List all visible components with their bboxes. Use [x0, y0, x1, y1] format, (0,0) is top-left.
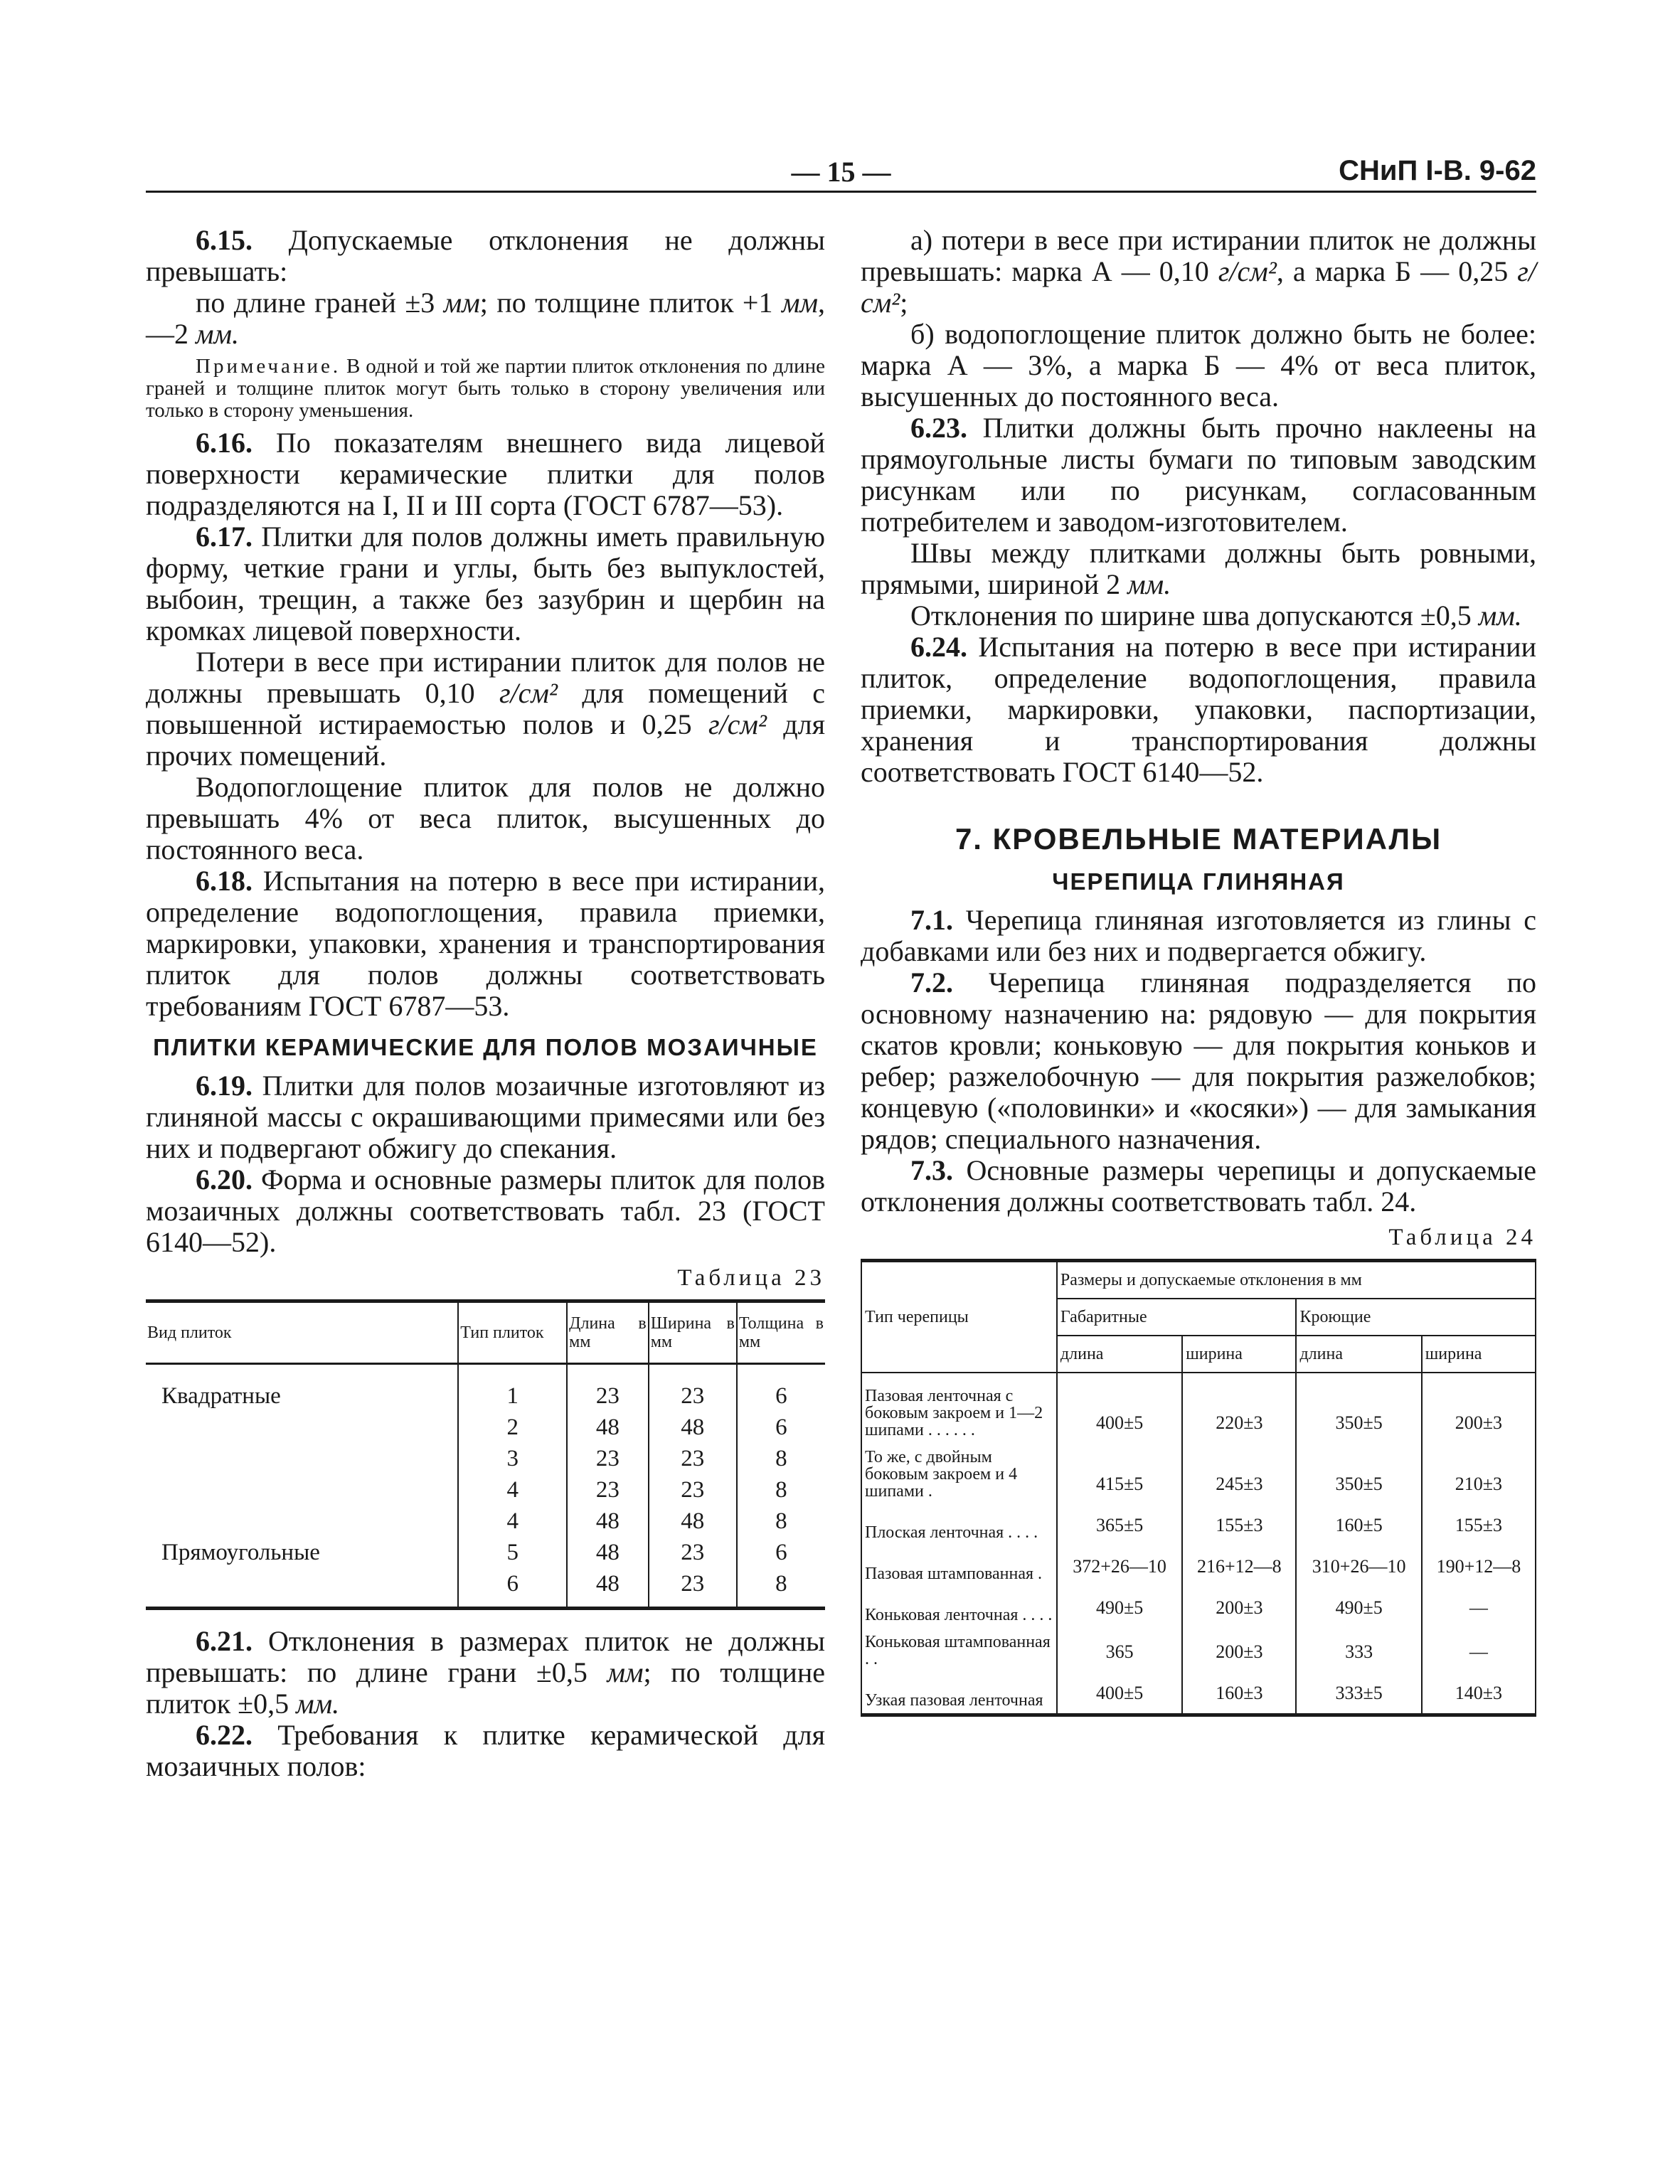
clause-number: 6.15. — [196, 224, 252, 256]
table-row — [146, 1443, 825, 1474]
table-header-row — [146, 1301, 825, 1364]
text: для прочих помещений. — [146, 708, 825, 772]
cell: 220±3 — [1182, 1373, 1296, 1443]
paragraph-7-1 — [861, 905, 1536, 967]
cell: 48 — [649, 1506, 737, 1537]
header-cell: Длина в мм — [567, 1301, 649, 1364]
cell: 8 — [737, 1474, 825, 1506]
cell: 23 — [649, 1568, 737, 1609]
cell: Пазовая штампованная . — [861, 1545, 1057, 1587]
cell — [146, 1568, 458, 1609]
cell: 155±3 — [1182, 1504, 1296, 1545]
cell: 365 — [1057, 1628, 1182, 1672]
text: Потери в весе при истирании плиток для полов не должны превышать 0,10 — [146, 646, 825, 709]
subheading-clay-tile: ЧЕРЕПИЦА ГЛИНЯНАЯ — [1052, 868, 1345, 895]
clause-text: Плитки для полов мозаичные изготовляют из глиняной массы с окрашивающими примесями или без них и подвергают обжигу до спекания. — [146, 1070, 825, 1164]
unit: г/см² — [861, 255, 1536, 319]
cell: 400±5 — [1057, 1672, 1182, 1715]
paragraph-6-19 — [146, 1070, 825, 1164]
clause-number: 7.3. — [910, 1154, 953, 1186]
clause-text: Основные размеры черепицы и допускаемые отклонения должны соответствовать табл. 24. — [861, 1154, 1536, 1218]
cell: 210±3 — [1422, 1443, 1536, 1504]
text: , —2 — [146, 287, 825, 350]
cell: 200±3 — [1182, 1587, 1296, 1628]
table-row — [861, 1672, 1536, 1715]
paragraph-7-2 — [861, 967, 1536, 1155]
clause-text: По показателям внешнего вида лицевой поверхности керамические плитки для полов подразделяются на I, II и III сорта (ГОСТ 6787—53). — [146, 427, 825, 521]
clause-number: 6.23. — [910, 412, 967, 444]
text: ; по толщине плиток +1 — [479, 287, 782, 319]
clause-text: Плитки для полов должны иметь правильную форму, четкие грани и углы, быть без выпуклостей, выбоин, трещин, а также без зазубрин и щербин на кромках лицевой поверхности. — [146, 521, 825, 646]
cell: 160±3 — [1182, 1672, 1296, 1715]
header-cell: Габаритные — [1057, 1299, 1297, 1336]
table-row — [861, 1545, 1536, 1587]
cell: 23 — [567, 1364, 649, 1412]
clause-number: 6.24. — [910, 631, 967, 663]
cell: 415±5 — [1057, 1443, 1182, 1504]
header-cell: Тип плиток — [458, 1301, 567, 1364]
paragraph-6-24 — [861, 632, 1536, 788]
cell: 23 — [567, 1474, 649, 1506]
page-header — [146, 155, 1536, 191]
unit: г/см² — [708, 708, 767, 740]
clause-number: 7.1. — [910, 904, 953, 936]
cell: 5 — [458, 1537, 567, 1568]
cell: 48 — [567, 1506, 649, 1537]
clause-text: Черепица глиняная изготовляется из глины с добавками или без них и подвергается обжигу. — [861, 904, 1536, 967]
paragraph-6-17 — [146, 521, 825, 646]
header-cell: Размеры и допускаемые отклонения в мм — [1057, 1261, 1536, 1299]
cell: 3 — [458, 1443, 567, 1474]
paragraph-6-22 — [146, 1720, 825, 1782]
cell: 8 — [737, 1506, 825, 1537]
paragraph-6-20 — [146, 1164, 825, 1258]
table-24-caption: Таблица 24 — [1388, 1225, 1536, 1250]
paragraph-6-15-values — [146, 287, 825, 350]
cell: 1 — [458, 1364, 567, 1412]
cell: 23 — [649, 1443, 737, 1474]
cell: 490±5 — [1296, 1587, 1421, 1628]
clause-number: 7.2. — [910, 966, 953, 998]
clause-text: Плитки должны быть прочно наклеены на прямоугольные листы бумаги по типовым заводским рисункам или по рисункам, согласованным потребителем и заводом-изготовителем. — [861, 412, 1536, 538]
unit: мм. — [1127, 568, 1171, 600]
clause-text: Форма и основные размеры плиток для полов мозаичных должны соответствовать табл. 23 (ГОСТ 6140—52). — [146, 1163, 825, 1258]
cell — [146, 1474, 458, 1506]
cell: — — [1422, 1628, 1536, 1672]
clause-number: 6.19. — [196, 1070, 252, 1102]
cell: 200±3 — [1182, 1628, 1296, 1672]
paragraph-6-17-water: Водопоглощение плиток для полов не должно превышать 4% от веса плиток, высушенных до постоянного веса. — [146, 771, 825, 865]
header-rule — [146, 191, 1536, 193]
cell: 155±3 — [1422, 1504, 1536, 1545]
clause-number: 6.22. — [196, 1719, 252, 1751]
cell: Пазовая ленточная с боковым закроем и 1—2 шипами . . . . . . — [861, 1373, 1057, 1443]
clause-text: Испытания на потерю в весе при истирании плиток, определение водопоглощения, правила приемки, маркировки, упаковки, паспортизации, хранения и транспортирования должны соответствовать ГОСТ 6140—52. — [861, 631, 1536, 788]
cell: 48 — [567, 1412, 649, 1443]
cell: 6 — [737, 1364, 825, 1412]
header-cell: Тип черепицы — [861, 1261, 1057, 1373]
clause-text: Требования к плитке керамической для мозаичных полов: — [146, 1719, 825, 1782]
left-column — [146, 225, 825, 1782]
cell — [146, 1443, 458, 1474]
cell: 245±3 — [1182, 1443, 1296, 1504]
header-cell: ширина — [1182, 1336, 1296, 1373]
cell: Коньковая штампованная . . — [861, 1628, 1057, 1672]
unit: мм — [443, 287, 480, 319]
table-23-caption: Таблица 23 — [677, 1265, 825, 1291]
cell: 190+12—8 — [1422, 1545, 1536, 1587]
header-cell: Кроющие — [1296, 1299, 1536, 1336]
page-number: — 15 — — [791, 156, 891, 188]
text: ; по толщине плиток ±0,5 — [146, 1656, 825, 1720]
right-column — [861, 225, 1536, 1717]
unit: мм. — [1478, 600, 1522, 632]
cell: Прямоугольные — [161, 1540, 320, 1565]
header-cell: длина — [1296, 1336, 1421, 1373]
document-code: СНиП I-В. 9-62 — [1339, 155, 1536, 186]
cell: 8 — [737, 1568, 825, 1609]
cell: 160±5 — [1296, 1504, 1421, 1545]
table-row — [861, 1628, 1536, 1672]
paragraph-6-23-tolerance — [861, 600, 1536, 632]
text: Отклонения в размерах плиток не должны превышать: по длине грани ±0,5 — [146, 1625, 825, 1688]
cell: Коньковая ленточная . . . . — [861, 1587, 1057, 1628]
table-row — [146, 1364, 825, 1412]
clause-text: Черепица глиняная подразделяется по основному назначению на: рядовую — для покрытия скатов кровли; коньковую — для покрытия коньков и ребер; разжелобочную — для покрытия разжелобков; концевую («половинки» и «косяки») — для замыкания рядов; специального назначения. — [861, 966, 1536, 1155]
cell: 4 — [458, 1506, 567, 1537]
clause-text: Допускаемые отклонения не должны превышать: — [146, 224, 825, 287]
cell: 200±3 — [1422, 1373, 1536, 1443]
note-6-15 — [146, 356, 825, 422]
cell — [146, 1506, 458, 1537]
header-cell: Вид плиток — [146, 1301, 458, 1364]
cell: То же, с двойным боковым закроем и 4 шипами . — [861, 1443, 1057, 1504]
cell: 6 — [458, 1568, 567, 1609]
unit: г/см² — [499, 677, 558, 709]
subheading-mosaic-tiles: ПЛИТКИ КЕРАМИЧЕСКИЕ ДЛЯ ПОЛОВ МОЗАИЧНЫЕ — [153, 1034, 818, 1060]
paragraph-6-15 — [146, 225, 825, 287]
table-row — [146, 1474, 825, 1506]
cell: 350±5 — [1296, 1373, 1421, 1443]
paragraph-6-21 — [146, 1626, 825, 1720]
text: Отклонения по ширине шва допускаются ±0,5 — [910, 600, 1479, 632]
table-row — [861, 1443, 1536, 1504]
clause-text: Испытания на потерю в весе при истирании, определение водопоглощения, правила приемки, маркировки, упаковки, хранения и транспортирования плиток для полов должны соответствовать требованиям ГОСТ 6787—53. — [146, 865, 825, 1022]
text: , а марка Б — 0,25 — [1276, 255, 1518, 287]
cell: 4 — [458, 1474, 567, 1506]
text: по длине граней ±3 — [196, 287, 444, 319]
table-row — [861, 1373, 1536, 1443]
table-row — [146, 1568, 825, 1609]
cell: 6 — [737, 1537, 825, 1568]
table-row — [861, 1504, 1536, 1545]
cell: 140±3 — [1422, 1672, 1536, 1715]
cell: Квадратные — [161, 1383, 281, 1409]
cell: 216+12—8 — [1182, 1545, 1296, 1587]
text: Швы между плитками должны быть ровными, прямыми, шириной 2 — [861, 537, 1536, 600]
header-cell: длина — [1057, 1336, 1182, 1373]
cell: 400±5 — [1057, 1373, 1182, 1443]
paragraph-6-22-a — [861, 225, 1536, 319]
cell: 333±5 — [1296, 1672, 1421, 1715]
unit: мм. — [296, 1688, 340, 1720]
clause-number: 6.21. — [196, 1625, 252, 1657]
paragraph-6-23-seams — [861, 538, 1536, 600]
section-title-roofing: 7. КРОВЕЛЬНЫЕ МАТЕРИАЛЫ — [955, 822, 1442, 856]
note-label: Примечание. — [196, 355, 341, 378]
paragraph-6-23 — [861, 412, 1536, 538]
table-23 — [146, 1299, 825, 1610]
cell: 48 — [649, 1412, 737, 1443]
unit: мм — [607, 1656, 644, 1688]
cell: 23 — [649, 1364, 737, 1412]
cell: 23 — [649, 1537, 737, 1568]
cell: 372+26—10 — [1057, 1545, 1182, 1587]
paragraph-6-18 — [146, 865, 825, 1022]
table-24 — [861, 1259, 1536, 1717]
header-cell: Толщина в мм — [737, 1301, 825, 1364]
cell: Узкая пазовая ленточная — [861, 1672, 1057, 1715]
table-row — [861, 1587, 1536, 1628]
cell: 6 — [737, 1412, 825, 1443]
text: а) потери в весе при истирании плиток не должны превышать: марка А — 0,10 — [861, 224, 1536, 287]
cell: 310+26—10 — [1296, 1545, 1421, 1587]
table-row — [146, 1412, 825, 1443]
cell: — — [1422, 1587, 1536, 1628]
table-row — [146, 1506, 825, 1537]
unit: мм — [781, 287, 818, 319]
clause-number: 6.20. — [196, 1163, 252, 1195]
paragraph-6-17-wear — [146, 646, 825, 772]
text: ; — [900, 287, 908, 319]
cell: 365±5 — [1057, 1504, 1182, 1545]
cell — [146, 1412, 458, 1443]
paragraph-7-3 — [861, 1155, 1536, 1218]
cell: 48 — [567, 1537, 649, 1568]
paragraph-6-16 — [146, 427, 825, 521]
cell: Плоская ленточная . . . . — [861, 1504, 1057, 1545]
cell: 8 — [737, 1443, 825, 1474]
header-cell: ширина — [1422, 1336, 1536, 1373]
table-header-row — [861, 1261, 1536, 1299]
text: для помещений с повышенной истираемостью полов и 0,25 — [146, 677, 825, 740]
clause-number: 6.16. — [196, 427, 252, 459]
paragraph-6-22-b: б) водопоглощение плиток должно быть не более: марка А — 3%, а марка Б — 4% от веса плиток, высушенных до постоянного веса. — [861, 318, 1536, 412]
cell: 350±5 — [1296, 1443, 1421, 1504]
table-row — [146, 1537, 825, 1568]
cell: 490±5 — [1057, 1587, 1182, 1628]
clause-number: 6.17. — [196, 521, 252, 553]
cell: 48 — [567, 1568, 649, 1609]
note-text: В одной и той же партии плиток отклонения по длине граней и толщине плиток могут быть только в сторону увеличения или только в сторону уменьшения. — [146, 355, 825, 422]
cell: 23 — [567, 1443, 649, 1474]
unit: г/см² — [1218, 255, 1277, 287]
cell: 333 — [1296, 1628, 1421, 1672]
cell: 23 — [649, 1474, 737, 1506]
clause-number: 6.18. — [196, 865, 252, 897]
unit: мм. — [196, 318, 240, 350]
cell: 2 — [458, 1412, 567, 1443]
header-cell: Ширина в мм — [649, 1301, 737, 1364]
